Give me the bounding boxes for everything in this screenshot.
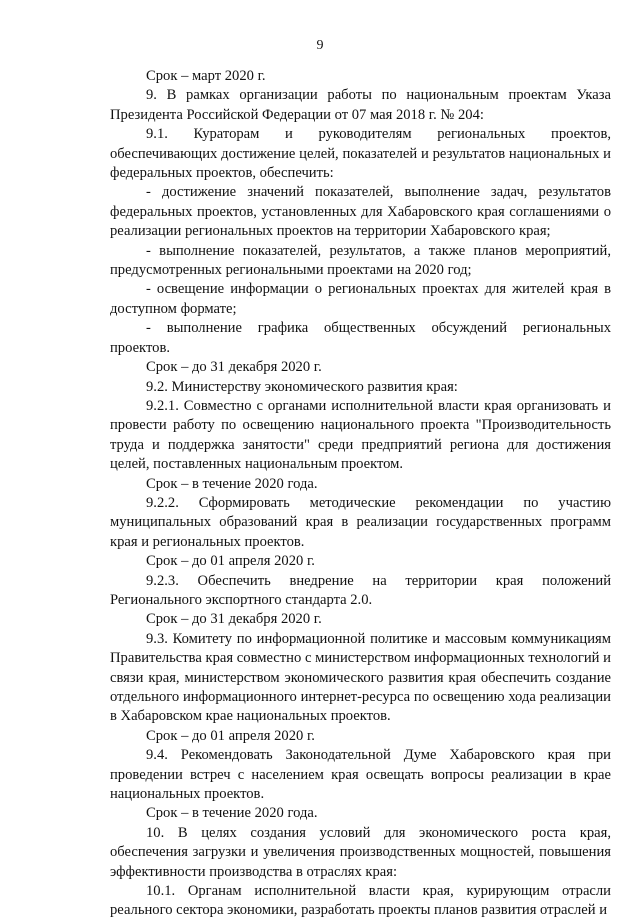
paragraph-item-10-1: 10.1. Органам исполнительной власти края, курирующим отрасли реального сектора экономики, разработать проекты планов развития отраслей и xyxy=(110,883,611,919)
deadline-line: Срок – до 01 апреля 2020 г. xyxy=(146,553,315,570)
paragraph-item-9-2-2: 9.2.2. Сформировать методические рекомендации по участию муниципальных образований края в реализации государственных программ края и региональных проектов. xyxy=(110,494,611,550)
paragraph-item-9-4: 9.4. Рекомендовать Законодательной Думе Хабаровского края при проведении встреч с населением края освещать вопросы реализации в крае национальных проектов. xyxy=(110,747,611,803)
paragraph-item-9-1: 9.1. Кураторам и руководителям региональных проектов, обеспечивающих достижение целей, показателей и результатов национальных и федеральных проектов, обеспечить: xyxy=(110,126,611,182)
document-body xyxy=(110,67,611,921)
paragraph-item-9: 9. В рамках организации работы по национальным проектам Указа Президента Российской Федерации от 07 мая 2018 г. № 204: xyxy=(110,87,611,123)
deadline-line: Срок – до 01 апреля 2020 г. xyxy=(146,727,315,744)
paragraph-item-9-2: 9.2. Министерству экономического развития края: xyxy=(146,378,458,395)
paragraph-item-9-2-1: 9.2.1. Совместно с органами исполнительной власти края организовать и провести работу по освещению национального проекта "Производительность труда и поддержка занятости" среди предприятий региона для достижения целей, поставленных национальным проектом. xyxy=(110,397,611,473)
bullet-item: - освещение информации о региональных проектах для жителей края в доступном формате; xyxy=(110,281,611,317)
page-number: 9 xyxy=(316,38,324,53)
paragraph-item-9-3: 9.3. Комитету по информационной политике и массовым коммуникациям Правительства края совместно с министерством информационных технологий и связи края, министерством экономического развития края обеспечить создание отдельного информационного интернет-ресурса по освещению хода реализации в Хабаровском крае национальных проектов. xyxy=(110,630,611,725)
paragraph-item-10: 10. В целях создания условий для экономического роста края, обеспечения загрузки и увеличения производственных мощностей, повышения эффективности производства в отраслях края: xyxy=(110,824,611,880)
paragraph-deadline-march: Срок – март 2020 г. xyxy=(146,68,266,84)
deadline-line: Срок – до 31 декабря 2020 г. xyxy=(146,611,322,628)
deadline-line: Срок – до 31 декабря 2020 г. xyxy=(146,359,322,376)
paragraph-item-9-2-3: 9.2.3. Обеспечить внедрение на территории края положений Регионального экспортного стандарта 2.0. xyxy=(110,572,611,608)
deadline-line: Срок – в течение 2020 года. xyxy=(146,475,318,492)
deadline-line: Срок – в течение 2020 года. xyxy=(146,805,318,822)
bullet-item: - выполнение графика общественных обсуждений региональных проектов. xyxy=(110,320,611,356)
bullet-item: - выполнение показателей, результатов, а также планов мероприятий, предусмотренных региональными проектами на 2020 год; xyxy=(110,242,611,279)
bullet-item: - достижение значений показателей, выполнение задач, результатов федеральных проектов, установленных для Хабаровского края соглашениями о реализации региональных проектов на территории Хабаровского края; xyxy=(110,184,611,240)
